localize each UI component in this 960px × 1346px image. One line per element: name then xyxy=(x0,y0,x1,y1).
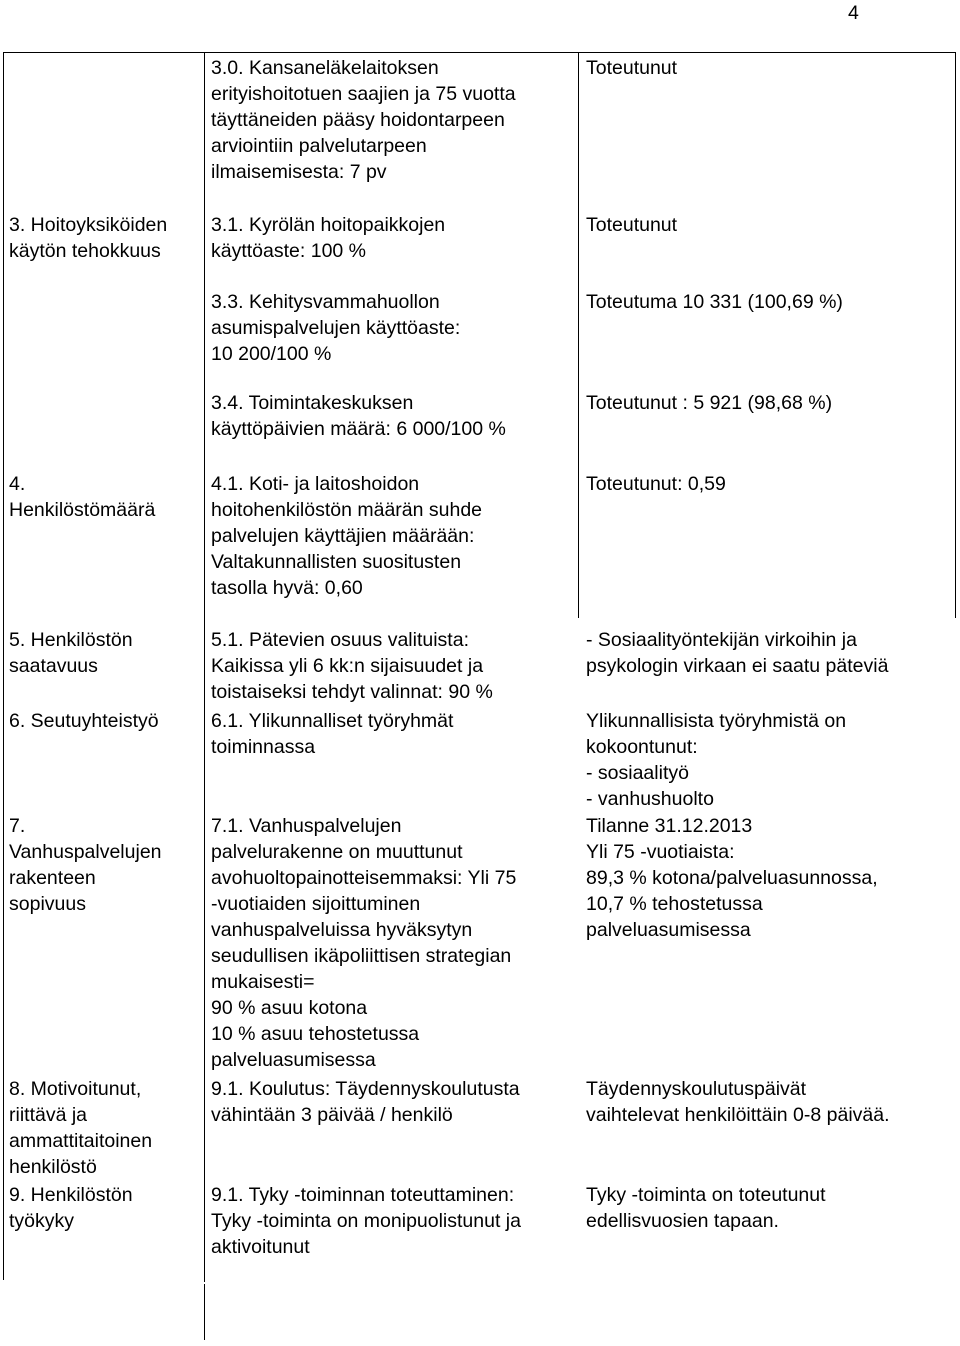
table-cell-r6-c3 xyxy=(586,627,888,679)
cell-line: Tyky -toiminta on monipuolistunut ja xyxy=(211,1210,521,1232)
table-cell-r2-c1 xyxy=(9,212,167,264)
cell-line: palveluasumisessa xyxy=(586,919,751,941)
table-column-divider-1 xyxy=(204,52,205,1282)
cell-line: käyttöaste: 100 % xyxy=(211,240,367,262)
table-cell-r5-c2 xyxy=(211,471,482,601)
cell-line: palveluasumisessa xyxy=(211,1049,376,1071)
cell-line: - Sosiaalityöntekijän virkoihin ja xyxy=(586,629,857,651)
table-cell-r10-c3 xyxy=(586,1182,826,1234)
cell-line: rakenteen xyxy=(9,867,96,889)
cell-line: työkyky xyxy=(9,1210,75,1232)
cell-line: ammattitaitoinen xyxy=(9,1130,153,1152)
cell-line: vaihtelevat henkilöittäin 0-8 päivää. xyxy=(586,1104,890,1126)
cell-line: toiminnassa xyxy=(211,736,316,758)
cell-line: toistaiseksi tehdyt valinnat: 90 % xyxy=(211,681,493,703)
table-cell-r9-c2 xyxy=(211,1076,520,1128)
cell-line: avohuoltopainotteisemmaksi: Yli 75 xyxy=(211,867,517,889)
table-border-left-lower xyxy=(204,1284,205,1340)
table-cell-r6-c2 xyxy=(211,627,493,705)
cell-line: 89,3 % kotona/palveluasunnossa, xyxy=(586,867,878,889)
table-border-left xyxy=(3,52,4,1280)
cell-line: 7. xyxy=(9,815,26,837)
table-border-right xyxy=(955,52,956,618)
cell-line: mukaisesti= xyxy=(211,971,315,993)
table-cell-r4-c3 xyxy=(586,390,832,416)
table-cell-r2-c3 xyxy=(586,212,677,238)
table-cell-r10-c1 xyxy=(9,1182,133,1234)
cell-line: palvelujen käyttäjien määrään: xyxy=(211,525,475,547)
table-top-border xyxy=(3,52,955,53)
cell-line: arviointiin palvelutarpeen xyxy=(211,135,427,157)
table-cell-r9-c1 xyxy=(9,1076,152,1180)
table-cell-r1-c2 xyxy=(211,55,516,185)
cell-line: 4. xyxy=(9,473,26,495)
cell-line: 10 % asuu tehostetussa xyxy=(211,1023,420,1045)
cell-line: 3. Hoitoyksiköiden xyxy=(9,214,168,236)
cell-line: tasolla hyvä: 0,60 xyxy=(211,577,363,599)
page-number: 4 xyxy=(848,2,859,24)
cell-line: 5. Henkilöstön xyxy=(9,629,133,651)
cell-line: 6. Seutuyhteistyö xyxy=(9,710,159,732)
cell-line: - sosiaalityö xyxy=(586,762,689,784)
table-cell-r5-c1 xyxy=(9,471,155,523)
cell-line: Vanhuspalvelujen xyxy=(9,841,162,863)
table-cell-r6-c1 xyxy=(9,627,133,679)
cell-line: 90 % asuu kotona xyxy=(211,997,368,1019)
cell-line: - vanhushuolto xyxy=(586,788,714,810)
cell-line: Toteutuma 10 331 (100,69 %) xyxy=(586,291,843,313)
cell-line: Valtakunnallisten suositusten xyxy=(211,551,462,573)
cell-line: Yli 75 -vuotiaista: xyxy=(586,841,735,863)
cell-line: 8. Motivoitunut, xyxy=(9,1078,142,1100)
cell-line: 10 200/100 % xyxy=(211,343,332,365)
cell-line: 3.0. Kansaneläkelaitoksen xyxy=(211,57,439,79)
cell-line: Ylikunnallisista työryhmistä on xyxy=(586,710,847,732)
table-column-divider-2 xyxy=(578,52,579,618)
cell-line: Henkilöstömäärä xyxy=(9,499,156,521)
cell-line: asumispalvelujen käyttöaste: xyxy=(211,317,461,339)
cell-line: käytön tehokkuus xyxy=(9,240,161,262)
table-cell-r1-c3 xyxy=(586,55,677,81)
cell-line: seudullisen ikäpoliittisen strategian xyxy=(211,945,512,967)
cell-line: 3.1. Kyrölän hoitopaikkojen xyxy=(211,214,446,236)
cell-line: Toteutunut xyxy=(586,214,678,236)
cell-line: 5.1. Pätevien osuus valituista: xyxy=(211,629,469,651)
cell-line: henkilöstö xyxy=(9,1156,97,1178)
cell-line: 6.1. Ylikunnalliset työryhmät xyxy=(211,710,454,732)
table-cell-r3-c2 xyxy=(211,289,460,367)
cell-line: Toteutunut : 5 921 (98,68 %) xyxy=(586,392,833,414)
cell-line: hoitohenkilöstön määrän suhde xyxy=(211,499,483,521)
cell-line: 9. Henkilöstön xyxy=(9,1184,133,1206)
cell-line: edellisvuosien tapaan. xyxy=(586,1210,779,1232)
cell-line: 9.1. Koulutus: Täydennyskoulutusta xyxy=(211,1078,520,1100)
table-cell-r8-c2 xyxy=(211,813,516,1073)
cell-line: vähintään 3 päivää / henkilö xyxy=(211,1104,453,1126)
cell-line: riittävä ja xyxy=(9,1104,88,1126)
cell-line: 7.1. Vanhuspalvelujen xyxy=(211,815,402,837)
cell-line: palvelurakenne on muuttunut xyxy=(211,841,463,863)
cell-line: Tyky -toiminta on toteutunut xyxy=(586,1184,826,1206)
cell-line: käyttöpäivien määrä: 6 000/100 % xyxy=(211,418,506,440)
cell-line: Toteutunut: 0,59 xyxy=(586,473,726,495)
cell-line: 9.1. Tyky -toiminnan toteuttaminen: xyxy=(211,1184,515,1206)
cell-line: 3.3. Kehitysvammahuollon xyxy=(211,291,440,313)
cell-line: Kaikissa yli 6 kk:n sijaisuudet ja xyxy=(211,655,484,677)
table-cell-r5-c3 xyxy=(586,471,726,497)
table-cell-r7-c2 xyxy=(211,708,453,760)
cell-line: vanhuspalveluissa hyväksytyn xyxy=(211,919,473,941)
cell-line: sopivuus xyxy=(9,893,86,915)
cell-line: 4.1. Koti- ja laitoshoidon xyxy=(211,473,420,495)
table-cell-r7-c1 xyxy=(9,708,159,734)
cell-line: Tilanne 31.12.2013 xyxy=(586,815,753,837)
cell-line: Täydennyskoulutuspäivät xyxy=(586,1078,807,1100)
cell-line: 3.4. Toimintakeskuksen xyxy=(211,392,414,414)
table-cell-r4-c2 xyxy=(211,390,506,442)
cell-line: kokoontunut: xyxy=(586,736,698,758)
table-cell-r3-c3 xyxy=(586,289,843,315)
table-cell-r8-c3 xyxy=(586,813,878,943)
table-cell-r10-c2 xyxy=(211,1182,521,1260)
cell-line: -vuotiaiden sijoittuminen xyxy=(211,893,421,915)
table-cell-r8-c1 xyxy=(9,813,162,917)
cell-line: erityishoitotuen saajien ja 75 vuotta xyxy=(211,83,516,105)
cell-line: Toteutunut xyxy=(586,57,678,79)
cell-line: 10,7 % tehostetussa xyxy=(586,893,763,915)
cell-line: täyttäneiden pääsy hoidontarpeen xyxy=(211,109,505,131)
cell-line: aktivoitunut xyxy=(211,1236,310,1258)
cell-line: saatavuus xyxy=(9,655,98,677)
table-cell-r9-c3 xyxy=(586,1076,890,1128)
table-cell-r2-c2 xyxy=(211,212,445,264)
cell-line: ilmaisemisesta: 7 pv xyxy=(211,161,387,183)
cell-line: psykologin virkaan ei saatu päteviä xyxy=(586,655,889,677)
table-cell-r7-c3 xyxy=(586,708,846,812)
